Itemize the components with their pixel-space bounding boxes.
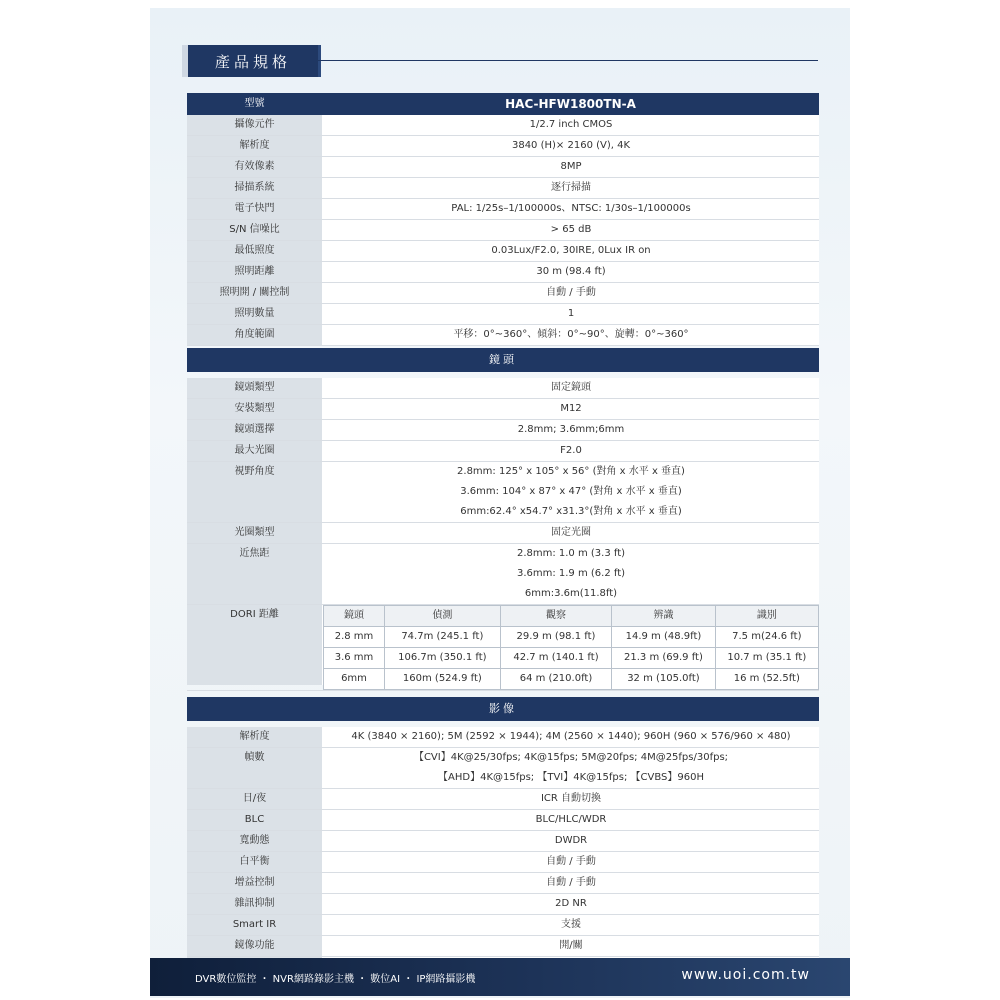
spec-label: 安裝類型 [187,399,323,419]
spec-value [323,789,819,809]
dori-cell: 14.9 m (48.9ft) [612,627,715,648]
spec-label: 解析度 [187,136,323,156]
spec-label: 鏡頭選擇 [187,420,323,440]
spec-value-line: 逐行掃描 [551,182,591,193]
dori-table [323,605,819,690]
spec-value-line: 0.03Lux/F2.0, 30IRE, 0Lux IR on [491,245,651,256]
spec-row [187,873,819,894]
dori-data-row [324,669,819,690]
general-specs [187,115,819,346]
spec-value-line: ICR 自動切換 [540,793,602,804]
spec-value [323,136,819,156]
footer-categories: DVR數位監控 ・ NVR網路錄影主機 ・ 數位AI ・ IP網路攝影機 [195,974,476,985]
spec-label: 照明開 / 關控制 [187,283,323,303]
dori-header-cell: 觀察 [500,606,612,627]
model-label: 型號 [187,93,322,115]
spec-value-line: 8MP [560,161,582,172]
spec-value [323,304,819,324]
spec-value [323,325,819,345]
spec-row [187,936,819,957]
spec-label: 增益控制 [187,873,323,893]
spec-label: 照明距離 [187,262,323,282]
dori-cell: 106.7m (350.1 ft) [385,648,501,669]
dori-header-cell: 辨識 [612,606,715,627]
spec-row [187,544,819,605]
spec-label: BLC [187,810,323,830]
spec-value [323,936,819,956]
page-title: 產品規格 [188,45,318,77]
spec-label: 光圈類型 [187,523,323,543]
spec-row [187,748,819,789]
spec-row [187,378,819,399]
spec-value-line: 2D NR [555,898,587,909]
spec-row [187,199,819,220]
lens-specs [187,378,819,605]
spec-value [323,378,819,398]
spec-value-line: 3840 (H)× 2160 (V), 4K [511,140,631,151]
spec-value [323,748,819,788]
model-value: HAC-HFW1800TN-A [322,93,819,115]
dori-label: DORI 距離 [187,605,323,685]
spec-value-line: 6mm:62.4° x54.7° x31.3°(對角 x 水平 x 垂直) [460,506,682,517]
footer-banner [150,958,850,996]
dori-cell: 29.9 m (98.1 ft) [500,627,612,648]
spec-row [187,894,819,915]
spec-value-line: 平移：0°~360°、傾斜：0°~90°、旋轉：0°~360° [453,329,689,340]
spec-label: 解析度 [187,727,323,747]
spec-row [187,241,819,262]
spec-row [187,523,819,544]
dori-cell: 10.7 m (35.1 ft) [715,648,818,669]
spec-value-line: > 65 dB [550,224,592,235]
spec-value-line: BLC/HLC/WDR [535,814,607,825]
spec-value-line: 2.8mm; 3.6mm;6mm [517,424,625,435]
spec-row [187,727,819,748]
spec-label: 白平衡 [187,852,323,872]
spec-value-line: 【CVI】4K@25/30fps; 4K@15fps; 5M@20fps; 4M@25fps/30fps; [413,752,729,763]
footer-website[interactable]: www.uoi.com.tw [681,967,810,983]
spec-value [323,852,819,872]
spec-row [187,810,819,831]
spec-label: 電子快門 [187,199,323,219]
dori-cell: 6mm [324,669,385,690]
spec-row [187,115,819,136]
spec-label: S/N 信噪比 [187,220,323,240]
spec-row [187,420,819,441]
spec-row [187,915,819,936]
spec-label: 近焦距 [187,544,323,604]
spec-value [323,241,819,261]
spec-label: 最低照度 [187,241,323,261]
spec-row [187,789,819,810]
spec-value [323,283,819,303]
spec-value [323,831,819,851]
spec-label: 幀數 [187,748,323,788]
dori-data-row [324,648,819,669]
spec-value-line: 自動 / 手動 [546,877,596,888]
spec-value [323,462,819,522]
spec-value-line: 固定光圈 [551,527,591,538]
spec-label: 寬動態 [187,831,323,851]
dori-cell: 42.7 m (140.1 ft) [500,648,612,669]
spec-label: 日/夜 [187,789,323,809]
spec-value-line: PAL: 1/25s–1/100000s、NTSC: 1/30s–1/100000s [451,203,691,214]
dori-cell: 74.7m (245.1 ft) [385,627,501,648]
spec-value [323,178,819,198]
dori-cell: 3.6 mm [324,648,385,669]
spec-row [187,462,819,523]
title-divider [318,60,818,61]
spec-value [323,523,819,543]
spec-row [187,852,819,873]
spec-label: 鏡像功能 [187,936,323,956]
spec-value [323,441,819,461]
spec-value-line: 2.8mm: 1.0 m (3.3 ft) [516,548,626,559]
spec-value [323,915,819,935]
section-lens: 鏡頭 [187,348,819,372]
spec-row [187,441,819,462]
dori-header-cell: 識別 [715,606,818,627]
dori-cell: 160m (524.9 ft) [385,669,501,690]
spec-row [187,325,819,346]
spec-table [187,93,819,978]
spec-value-line: 6mm:3.6m(11.8ft) [524,588,618,599]
spec-value-line: 3.6mm: 1.9 m (6.2 ft) [516,568,626,579]
dori-row [187,605,819,691]
section-video: 影像 [187,697,819,721]
spec-value-line: DWDR [554,835,588,846]
spec-value-line: 開/關 [559,940,583,951]
spec-row [187,157,819,178]
video-specs [187,727,819,978]
spec-label: Smart IR [187,915,323,935]
spec-value [323,544,819,604]
spec-value [323,399,819,419]
spec-row [187,831,819,852]
spec-value-line: 1/2.7 inch CMOS [529,119,613,130]
spec-row [187,220,819,241]
spec-row [187,304,819,325]
spec-row [187,136,819,157]
spec-value [323,199,819,219]
spec-value [323,115,819,135]
spec-value [323,220,819,240]
spec-value [323,157,819,177]
spec-value [323,262,819,282]
dori-cell: 16 m (52.5ft) [715,669,818,690]
spec-value-line: 2.8mm: 125° x 105° x 56° (對角 x 水平 x 垂直) [457,466,685,477]
spec-label: 照明數量 [187,304,323,324]
spec-value-line: M12 [560,403,582,414]
dori-data-row [324,627,819,648]
spec-value [323,873,819,893]
dori-cell: 2.8 mm [324,627,385,648]
dori-header-cell: 偵測 [385,606,501,627]
spec-label: 最大光圈 [187,441,323,461]
spec-value-line: 3.6mm: 104° x 87° x 47° (對角 x 水平 x 垂直) [460,486,682,497]
spec-value-line: 支援 [561,919,581,930]
spec-label: 視野角度 [187,462,323,522]
spec-value-line: 30 m (98.4 ft) [536,266,606,277]
spec-value-line: F2.0 [560,445,582,456]
dori-header-row [324,606,819,627]
spec-row [187,399,819,420]
model-row [187,93,819,115]
spec-label: 鏡頭類型 [187,378,323,398]
dori-cell: 21.3 m (69.9 ft) [612,648,715,669]
spec-label: 雜訊抑制 [187,894,323,914]
spec-label: 攝像元件 [187,115,323,135]
spec-row [187,262,819,283]
spec-value-line: 自動 / 手動 [546,287,596,298]
dori-header-cell: 鏡頭 [324,606,385,627]
spec-label: 角度範圍 [187,325,323,345]
dori-cell: 64 m (210.0ft) [500,669,612,690]
dori-cell: 32 m (105.0ft) [612,669,715,690]
spec-value [323,810,819,830]
spec-value-line: 4K (3840 × 2160); 5M (2592 × 1944); 4M (2560 × 1440); 960H (960 × 576/960 × 480) [351,731,791,742]
spec-value-line: 自動 / 手動 [546,856,596,867]
spec-value [323,727,819,747]
spec-value [323,894,819,914]
spec-value-line: 【AHD】4K@15fps; 【TVI】4K@15fps; 【CVBS】960H [438,772,704,783]
spec-row [187,283,819,304]
spec-value-line: 1 [567,308,575,319]
spec-label: 掃描系統 [187,178,323,198]
spec-row [187,178,819,199]
spec-value-line: 固定鏡頭 [551,382,591,393]
dori-cell: 7.5 m(24.6 ft) [715,627,818,648]
spec-value [323,420,819,440]
spec-label: 有效像素 [187,157,323,177]
